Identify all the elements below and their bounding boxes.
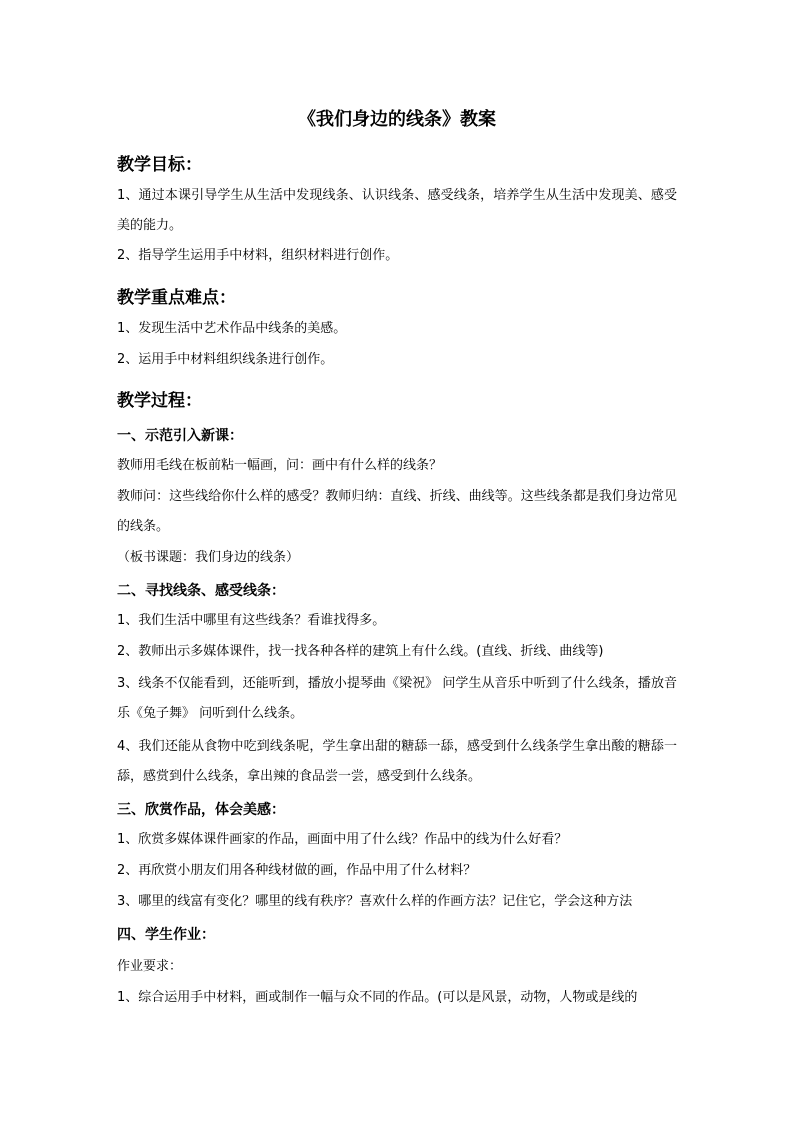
section-4-paragraph: 作业要求： xyxy=(117,959,183,974)
section-1-heading: 一、示范引入新课： xyxy=(117,428,243,444)
section-3-paragraph: 2、再欣赏小朋友们用各种线材做的画，作品中用了什么材料？ xyxy=(117,863,477,878)
section-4-heading: 四、学生作业： xyxy=(117,927,215,943)
objective-item-2: 2、指导学生运用手中材料，组织材料进行创作。 xyxy=(117,248,399,263)
section-2-paragraph: 1、我们生活中哪里有这些线条？看谁找得多。 xyxy=(117,613,386,628)
section-2-paragraph: 2、教师出示多媒体课件，找一找各种各样的建筑上有什么线。(直线、折线、曲线等) xyxy=(117,644,604,659)
objective-item-1: 1、通过本课引导学生从生活中发现线条、认识线条、感受线条，培养学生从生活中发现美、感受美的能力。 xyxy=(117,188,677,233)
section-2-paragraph: 3、线条不仅能看到，还能听到，播放小提琴曲《梁祝》 问学生从音乐中听到了什么线条，播放音乐《兔子舞》 问听到什么线条。 xyxy=(117,676,677,721)
document-title: 《我们身边的线条》教案 xyxy=(298,109,496,130)
key-point-item-2: 2、运用手中材料组织线条进行创作。 xyxy=(117,352,334,367)
section-1-paragraph: 教师用毛线在板前粘一幅画，问：画中有什么样的线条？ xyxy=(117,458,443,473)
objectives-heading: 教学目标： xyxy=(117,155,202,175)
section-3-paragraph: 1、欣赏多媒体课件画家的作品，画面中用了什么线？作品中的线为什么好看？ xyxy=(117,832,568,847)
section-4-paragraph: 1、综合运用手中材料，画或制作一幅与众不同的作品。(可以是风景，动物，人物或是线的 xyxy=(117,990,638,1005)
section-2-paragraph: 4、我们还能从食物中吃到线条呢，学生拿出甜的糖舔一舔，感受到什么线条学生拿出酸的糖舔一舔，感赏到什么线条，拿出辣的食品尝一尝，感受到什么线条。 xyxy=(117,739,677,784)
key-points-heading: 教学重点难点： xyxy=(117,288,236,308)
section-3-paragraph: 3、哪里的线富有变化？哪里的线有秩序？喜欢什么样的作画方法？记住它，学会这种方法 xyxy=(117,894,633,909)
section-1-paragraph: 教师问：这些线给你什么样的感受？教师归纳：直线、折线、曲线等。这些线条都是我们身边常见的线条。 xyxy=(117,489,677,534)
section-1-paragraph: （板书课题：我们身边的线条） xyxy=(117,550,300,565)
key-point-item-1: 1、发现生活中艺术作品中线条的美感。 xyxy=(117,321,347,336)
process-heading: 教学过程： xyxy=(117,391,202,411)
section-3-heading: 三、欣赏作品，体会美感： xyxy=(117,802,285,818)
section-2-heading: 二、寻找线条、感受线条： xyxy=(117,583,285,599)
